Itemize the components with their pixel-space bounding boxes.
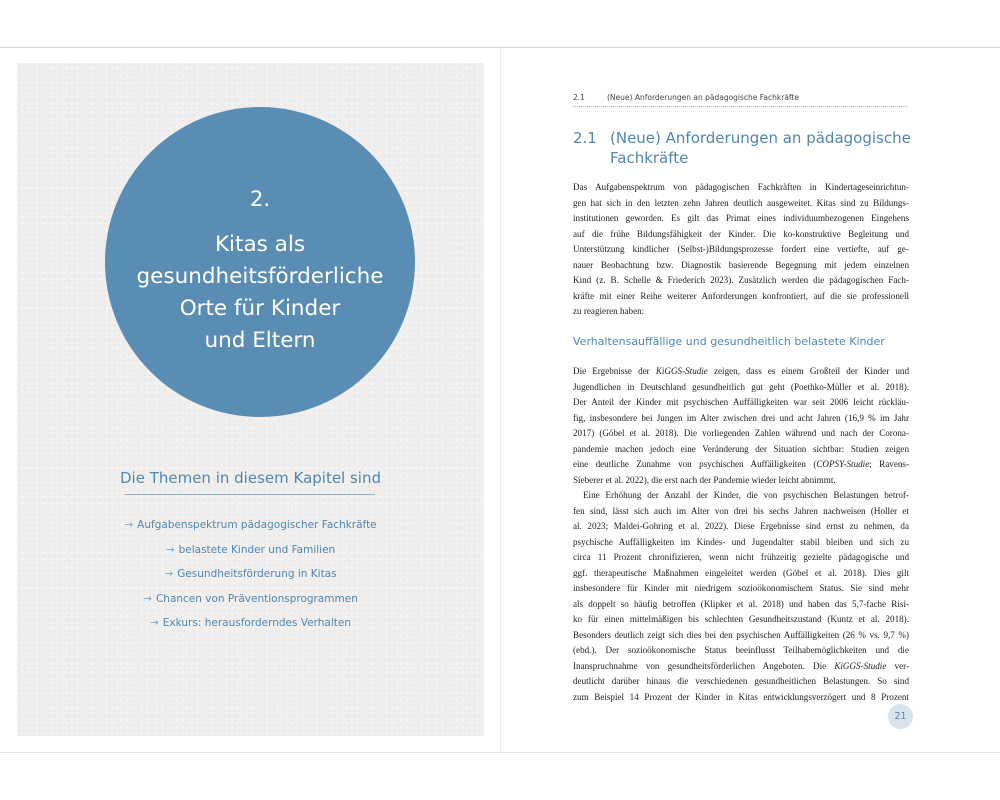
theme-label: Chancen von Präventionsprogrammen	[155, 592, 358, 605]
theme-item	[17, 611, 484, 636]
body-paragraphs	[573, 364, 909, 705]
chapter-title-line: Kitas als	[214, 232, 306, 257]
text-line: insbesondere für Kinder mit niedrigem sozioökonomischem Status. Sie sind mehr	[573, 583, 909, 593]
text-line: auf die frühe Bildungsfähigkeit der Kinder. Die ko-konstruktive Begleitung und	[573, 228, 909, 239]
chapter-title-line: gesundheitsförderliche	[136, 264, 384, 289]
text-line: Kind (z. B. Schelle & Friederich 2023). Zusätzlich werden die pädagogischen Fach-	[573, 275, 909, 285]
theme-label: Aufgabenspektrum pädagogischer Fachkräfte	[137, 519, 377, 531]
text-line: gen hat sich in den letzten zehn Jahren deutlich ausgeweitet. Kitas sind zu Bildungs-	[573, 197, 909, 208]
chapter-title-line: Orte für Kinder	[179, 296, 341, 321]
themes-divider	[125, 494, 375, 495]
text-line: ggf. therapeutische Maßnahmen eingeleitet werden (Göbel et al. 2018). Dies gilt	[573, 567, 909, 578]
arrow-right-icon: →	[143, 592, 152, 605]
text-line: Der Anteil der Kinder mit psychischen Auffälligkeiten war seit 2006 leicht rückläu-	[573, 397, 909, 407]
text-line: kräfte mit einer Reihe weiterer Anforderungen konfrontiert, auf die sie professionell	[573, 290, 909, 301]
section-title-line: (Neue) Anforderungen an pädagogische	[610, 129, 911, 147]
text-line: deutlicht darüber hinaus die verschiedenen gesundheitlichen Belastungen. So sind	[573, 676, 909, 686]
text-line: Sieberer et al. 2022), die erst nach der Pandemie wieder leicht abnimmt.	[573, 474, 836, 485]
page-number-badge: 21	[888, 704, 913, 729]
bottom-frame-line	[0, 752, 1000, 753]
theme-item	[17, 513, 484, 538]
text-line: als doppelt so häufig betroffen (Klipker et al. 2018) und haben das 5,7-fache Risi-	[573, 598, 909, 609]
text-line: Jugendlichen in Deutschland gesundheitlich gut geht (Poethko-Müller et al. 2018).	[573, 381, 909, 392]
text-line: circa 11 Prozent chronifizieren, wenn nicht frühzeitig gezielte pädagogische und	[573, 552, 909, 562]
chapter-circle	[105, 107, 415, 417]
text-line: psychische Auffälligkeiten im Kindes- und Jugendalter stabil bleiben und sich zu	[573, 536, 909, 547]
theme-item	[17, 587, 484, 612]
section-title	[610, 128, 920, 168]
text-line: zu reagieren haben:	[573, 306, 645, 316]
text-line: Unterstützung kindlicher (Selbst-)Bildungsprozesse fordert eine vertiefte, auf ge-	[573, 244, 909, 254]
chapter-title-line: und Eltern	[204, 328, 316, 353]
chapter-number: 2.	[249, 187, 271, 211]
themes-heading: Die Themen in diesem Kapitel sind	[119, 469, 382, 487]
themes-list	[17, 513, 484, 636]
running-head-number: 2.1	[573, 93, 585, 102]
running-head-rule	[573, 106, 908, 107]
chapter-title	[105, 229, 415, 357]
subheading: Verhaltensauffällige und gesundheitlich belastete Kinder	[573, 335, 885, 348]
text-line: 2017) (Göbel et al. 2018). Die vorliegenden Zahlen während und nach der Corona-	[573, 428, 909, 438]
text-line: Inanspruchnahme von gesundheitsförderlichen Angeboten. Die KiGGS-Studie ver-	[573, 660, 909, 671]
arrow-right-icon: →	[124, 519, 134, 531]
text-line: institutionen geworden. Es gilt das Primat eines individuumbezogenen Eingehens	[573, 213, 909, 223]
text-line: fig, insbesondere bei Jungen im Alter zwischen drei und acht Jahren (16,9 % im Jahr	[573, 412, 909, 423]
theme-label: Exkurs: herausforderndes Verhalten	[162, 617, 352, 629]
text-line: Eine Erhöhung der Anzahl der Kinder, die von psychischen Belastungen betrof-	[583, 490, 909, 500]
text-line: eine deutliche Zunahme von psychischen Auffälligkeiten (COPSY-Studie; Ravens-	[573, 459, 909, 469]
text-line: ko für einen mittelmäßigen bis schlechten Gesundheitszustand (Kuntz et al. 2018).	[573, 614, 909, 624]
chapter-opener-page	[17, 63, 484, 736]
arrow-right-icon: →	[149, 617, 159, 629]
theme-item	[17, 562, 484, 587]
text-line: (ebd.). Der sozioökonomische Status beeinflusst Teilhabemöglichkeiten und die	[573, 645, 909, 655]
text-line: Das Aufgabenspektrum von pädagogischen Fachkräften in Kindertageseinrichtun-	[573, 182, 909, 192]
running-head	[573, 93, 908, 102]
theme-item	[17, 538, 484, 563]
arrow-right-icon: →	[164, 568, 174, 580]
intro-paragraph	[573, 180, 909, 320]
section-title-line: Fachkräfte	[610, 149, 689, 167]
arrow-right-icon: →	[165, 543, 175, 556]
text-line: fen sind, lässt sich auch im Alter von drei bis sechs Jahren nachweisen (Holler et	[573, 505, 909, 516]
running-head-title: (Neue) Anforderungen an pädagogische Fachkräfte	[607, 93, 799, 102]
text-line: zum Beispiel 14 Prozent der Kinder in Kitas entwicklungsverzögert und 8 Prozent	[573, 691, 909, 702]
book-spine	[500, 48, 501, 752]
text-line: Die Ergebnisse der KiGGS-Studie zeigen, dass es einem Großteil der Kinder und	[573, 366, 909, 376]
theme-label: Gesundheitsförderung in Kitas	[177, 568, 337, 580]
theme-label: belastete Kinder und Familien	[178, 543, 336, 556]
text-line: Besonders deutlich zeigt sich dies bei den psychischen Auffälligkeiten (26 % vs. 9,7 %)	[573, 629, 909, 640]
section-number: 2.1	[573, 129, 597, 147]
text-line: nauer Beobachtung bzw. Diagnostik basierende Begegnung mit jedem einzelnen	[573, 259, 909, 270]
text-line: pandemie machen jedoch eine Veränderung der Situation sichtbar: Studien zeigen	[573, 443, 909, 454]
text-line: al. 2023; Maldei-Gohring et al. 2022). Diese Ergebnisse sind ernst zu nehmen, da	[573, 521, 909, 531]
